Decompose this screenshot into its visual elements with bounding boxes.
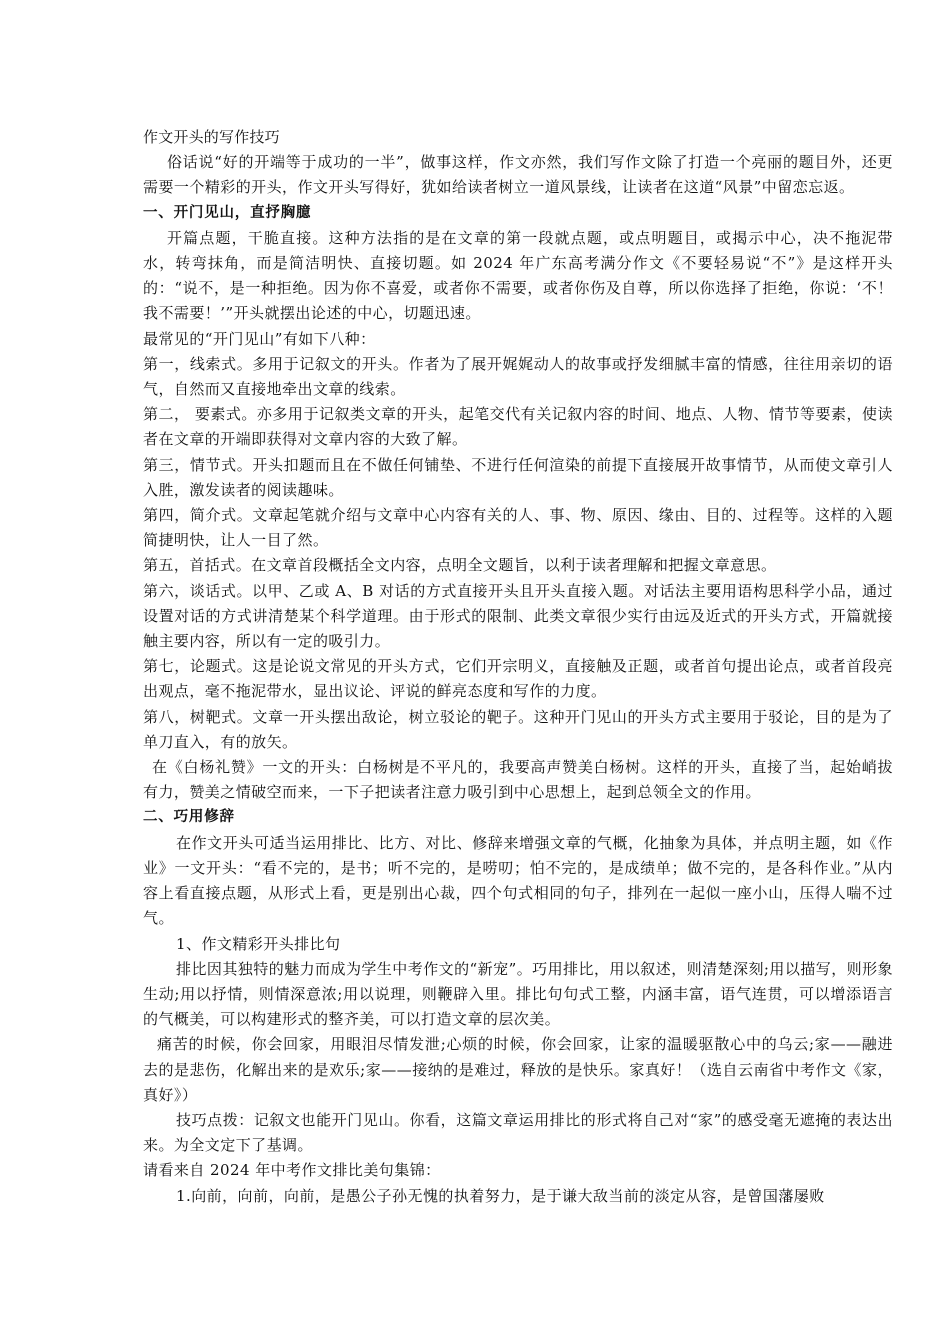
subheading-1: 1、作文精彩开头排比句 [176,934,341,953]
section-heading-2: 二、巧用修辞 [143,809,235,826]
list-item-6: 第六，谈话式。以甲、乙或 A、B 对话的方式直接开头且开头直接入题。对话法主要用语构思科学小品，通过设置对话的方式讲清楚某个科学道理。由于形式的限制、此类文章很少实行由远及近式的开头方式，开篇就接触主要内容，所以有一定的吸引力。 [143,581,893,651]
list-item-2: 第二， 要素式。亦多用于记叙类文章的开头，起笔交代有关记叙内容的时间、地点、人物、情节等要素，使读者在文章的开端即获得对文章内容的大致了解。 [143,405,893,449]
list-item-8: 第八，树靶式。文章一开头摆出敌论，树立驳论的靶子。这种开门见山的开头方式主要用于驳论，目的是为了单刀直入，有的放矢。 [143,707,893,751]
collection-intro: 请看来自 2024 年中考作文排比美句集锦： [143,1161,441,1180]
example-paragraph: 在《白杨礼赞》一文的开头：白杨树是不平凡的，我要高声赞美白杨树。这样的开头，直接了当，起始峭拔有力，赞美之情破空而来，一下子把读者注意力吸引到中心思想上，起到总领全文的作用。 [143,758,893,802]
section1-paragraph: 开篇点题，干脆直接。这种方法指的是在文章的第一段就点题，或点明题目，或揭示中心，决不拖泥带水，转弯抹角，而是简洁明快、直接切题。如 2024 年广东高考满分作文《不要轻易说“不”》是这样开头的：“说不，是一种拒绝。因为你不喜爱，或者你不需要，或者你伤及自尊，所以你选择了拒绝，你说：‘不！我不需要！’”开头就摆出论述的中心，切题迅速。 [143,228,893,323]
collection-item-1: 1.向前，向前，向前，是愚公子孙无愧的执着努力，是于谦大敌当前的淡定从容，是曾国藩屡败 [176,1186,825,1205]
intro-paragraph: 俗话说“好的开端等于成功的一半”，做事这样，作文亦然，我们写作文除了打造一个亮丽的题目外，还更需要一个精彩的开头，作文开头写得好，犹如给读者树立一道风景线，让读者在这道“风景”中留恋忘返。 [143,153,893,197]
section2-paragraph: 在作文开头可适当运用排比、比方、对比、修辞来增强文章的气概，化抽象为具体，并点明主题，如《作业》一文开头：“看不完的，是书；听不完的，是唠叨；怕不完的，是成绩单；做不完的，是各科作业。”从内容上看直接点题，从形式上看，更是别出心裁，四个句式相同的句子，排列在一起似一座小山，压得人喘不过气。 [143,833,893,928]
list-item-1: 第一，线索式。多用于记叙文的开头。作者为了展开娓娓动人的故事或抒发细腻丰富的情感，往往用亲切的语气，自然而又直接地牵出文章的线索。 [143,354,893,399]
list-item-5: 第五，首括式。在文章首段概括全文内容，点明全文题旨，以利于读者理解和把握文章意思。 [143,556,777,575]
parallelism-paragraph: 排比因其独特的魅力而成为学生中考作文的“新宠”。巧用排比，用以叙述，则清楚深刻;用以描写，则形象生动;用以抒情，则情深意浓;用以说理，则鞭辟入里。排比句句式工整，内涵丰富，语气连贯，可以增添语言的气概美，可以构建形式的整齐美，可以打造文章的层次美。 [143,959,893,1029]
tip-paragraph: 技巧点拨：记叙文也能开门见山。你看，这篇文章运用排比的形式将自己对“家”的感受毫无遮掩的表达出来。为全文定下了基调。 [143,1110,893,1155]
quote-paragraph: 痛苦的时候，你会回家，用眼泪尽情发泄;心烦的时候，你会回家，让家的温暖驱散心中的乌云;家——融进去的是悲伤，化解出来的是欢乐;家——接纳的是难过，释放的是快乐。家真好！（选自云南省中考作文《家，真好》） [143,1035,893,1104]
list-item-3: 第三，情节式。开头扣题而且在不做任何铺垫、不进行任何渲染的前提下直接展开故事情节，从而使文章引人入胜，激发读者的阅读趣味。 [143,455,893,499]
list-item-7: 第七，论题式。这是论说文常见的开头方式，它们开宗明义，直接触及正题，或者首句提出论点，或者首段亮出观点，毫不拖泥带水，显出议论、评说的鲜亮态度和写作的力度。 [143,657,893,701]
section-heading-1: 一、开门见山，直抒胸臆 [143,204,312,221]
document-body [143,125,893,1209]
document-title: 作文开头的写作技巧 [143,128,280,146]
list-intro: 最常见的“开门见山”有如下八种： [143,329,376,348]
list-item-4: 第四，简介式。文章起笔就介绍与文章中心内容有关的人、事、物、原因、缘由、目的、过程等。这样的入题简捷明快，让人一目了然。 [143,506,893,550]
